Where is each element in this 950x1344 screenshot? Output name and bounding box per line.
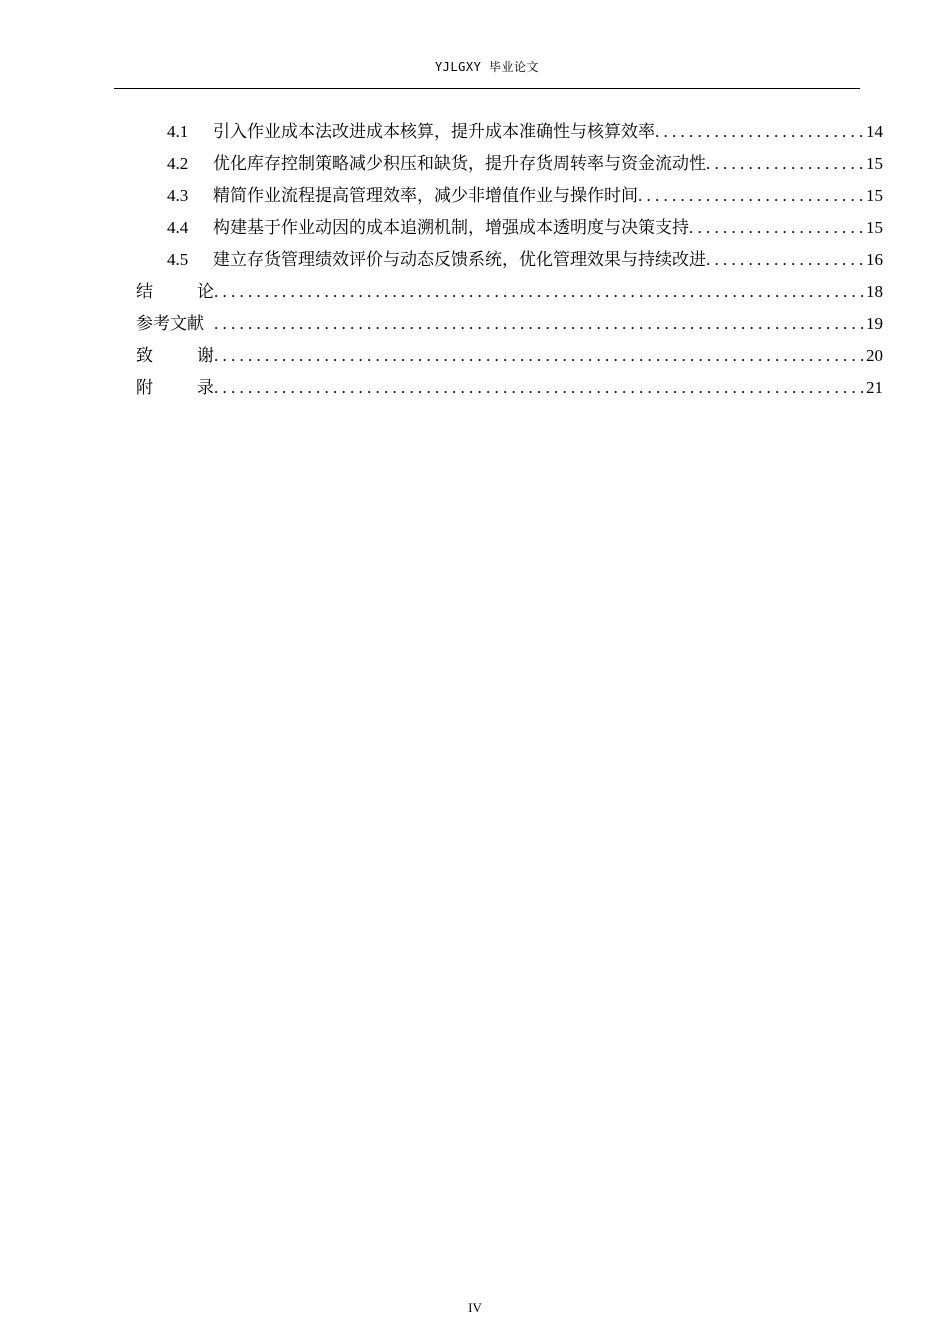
toc-leader-dots bbox=[706, 148, 864, 180]
toc-entry-appendix[interactable] bbox=[136, 372, 883, 404]
toc-entry-page: 21 bbox=[866, 378, 883, 397]
toc-leader-dots bbox=[706, 244, 864, 276]
toc-entry-page: 15 bbox=[866, 186, 883, 205]
toc-title-char: 附 bbox=[136, 378, 153, 398]
toc-leader-dots bbox=[214, 340, 864, 372]
toc-title-char: 结 bbox=[136, 282, 153, 302]
toc-entry-acknowledgements[interactable] bbox=[136, 340, 883, 372]
toc-entry-page: 19 bbox=[866, 314, 883, 333]
toc-entry-title: 建立存货管理绩效评价与动态反馈系统，优化管理效果与持续改进 bbox=[213, 250, 706, 270]
toc-entry-number: 4.5 bbox=[167, 250, 189, 269]
toc-entry-title: 精简作业流程提高管理效率，减少非增值作业与操作时间 bbox=[213, 186, 638, 206]
toc-entry-page: 14 bbox=[866, 122, 883, 141]
toc-title-char: 谢 bbox=[197, 346, 214, 366]
toc-leader-dots bbox=[214, 308, 864, 340]
toc-leader-dots bbox=[638, 180, 864, 212]
toc-entry-number: 4.1 bbox=[167, 122, 189, 141]
toc-entry-4-2[interactable] bbox=[167, 148, 883, 180]
toc-entry-title bbox=[136, 372, 214, 404]
toc-entry-4-3[interactable] bbox=[167, 180, 883, 212]
page-number: IV bbox=[468, 1300, 482, 1315]
toc-title-char: 论 bbox=[197, 282, 214, 302]
toc-entry-references[interactable] bbox=[136, 308, 883, 340]
toc-entry-page: 15 bbox=[866, 154, 883, 173]
toc-entry-4-1[interactable] bbox=[167, 116, 883, 148]
page-header: YJLGXY 毕业论文 bbox=[434, 60, 540, 74]
toc-entry-title bbox=[136, 308, 214, 340]
toc-entry-4-4[interactable] bbox=[167, 212, 883, 244]
toc-entry-title: 构建基于作业动因的成本追溯机制，增强成本透明度与决策支持 bbox=[213, 218, 689, 238]
toc-entry-conclusion[interactable] bbox=[136, 276, 883, 308]
toc-leader-dots bbox=[214, 276, 864, 308]
toc-leader-dots bbox=[214, 372, 864, 404]
toc-entry-title bbox=[136, 276, 214, 308]
toc-entry-number: 4.3 bbox=[167, 186, 189, 205]
toc-entry-title: 优化库存控制策略减少积压和缺货，提升存货周转率与资金流动性 bbox=[213, 154, 706, 174]
toc-entry-page: 16 bbox=[866, 250, 883, 269]
header-divider bbox=[114, 88, 860, 89]
toc-leader-dots bbox=[655, 116, 864, 148]
toc-entry-number: 4.4 bbox=[167, 218, 189, 237]
toc-leader-dots bbox=[689, 212, 864, 244]
toc-entry-page: 18 bbox=[866, 282, 883, 301]
toc-entry-page: 20 bbox=[866, 346, 883, 365]
toc-entry-title bbox=[136, 340, 214, 372]
toc-title-char: 参考文献 bbox=[136, 314, 204, 334]
toc-entry-4-5[interactable] bbox=[167, 244, 883, 276]
toc-entry-page: 15 bbox=[866, 218, 883, 237]
toc-entry-number: 4.2 bbox=[167, 154, 189, 173]
toc-title-char: 致 bbox=[136, 346, 153, 366]
toc-title-char: 录 bbox=[197, 378, 214, 398]
toc-entry-title: 引入作业成本法改进成本核算，提升成本准确性与核算效率 bbox=[213, 122, 655, 142]
